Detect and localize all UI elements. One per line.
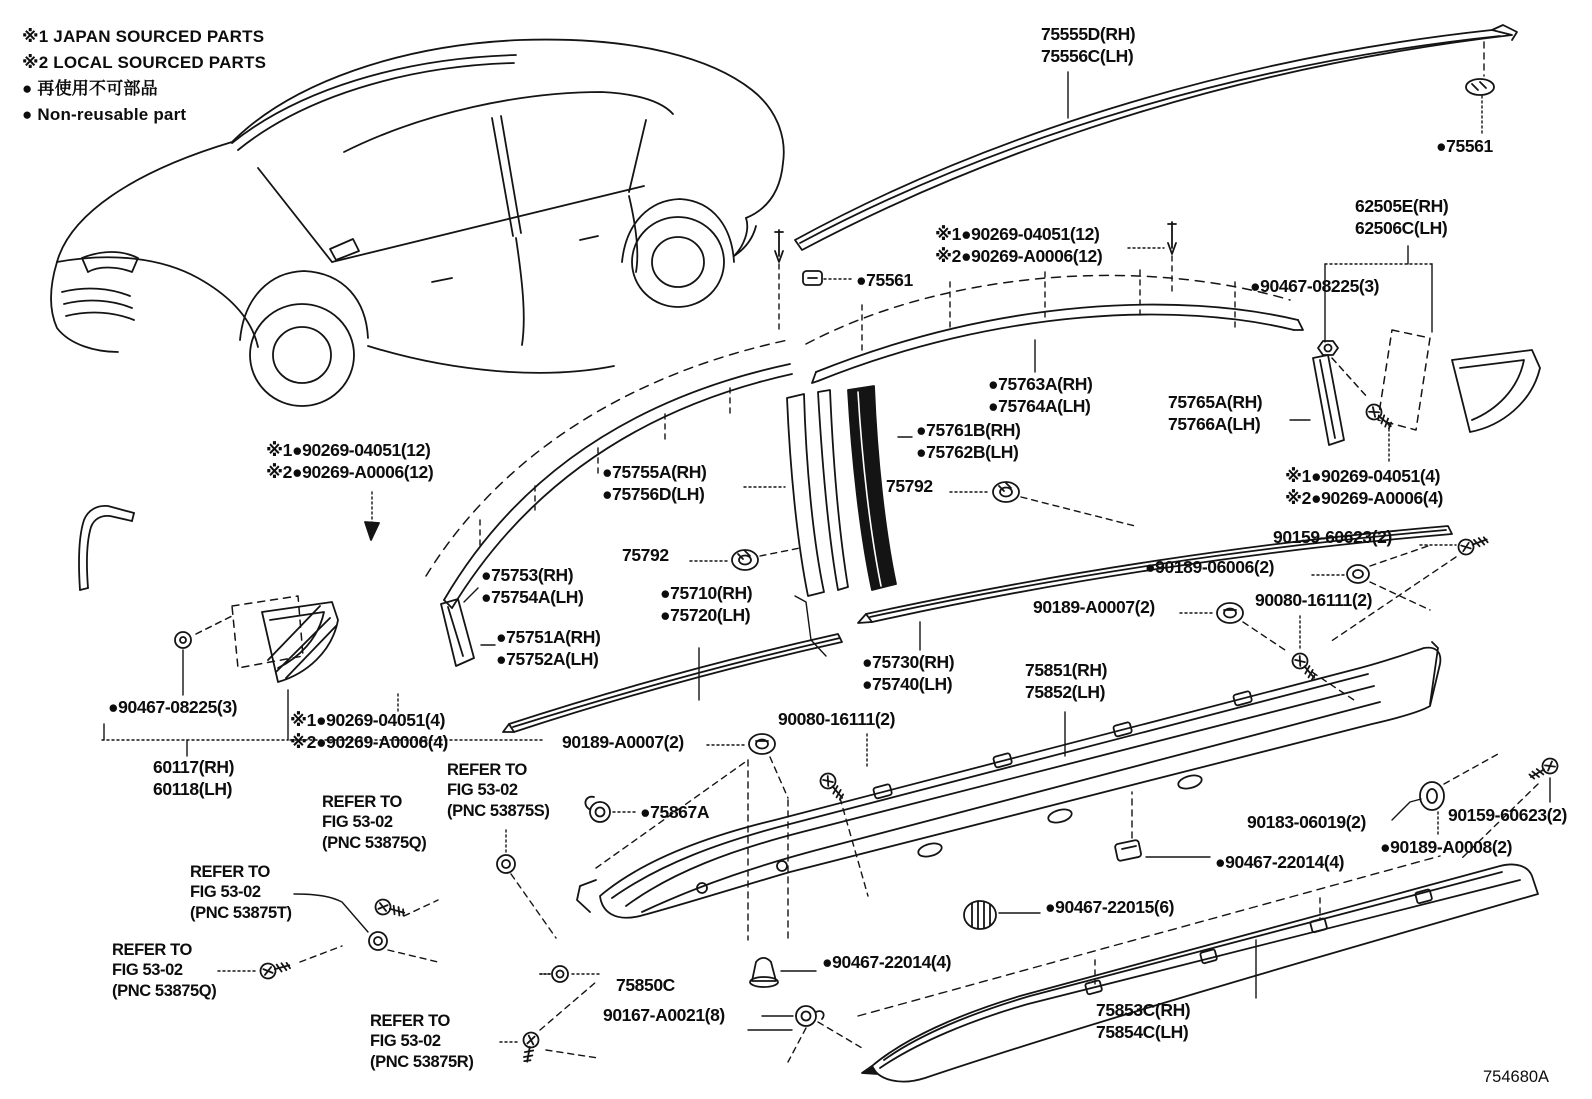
- label-62505e-quarter-garnish-line-0[interactable]: 62505E(RH): [1355, 196, 1449, 216]
- label-90467-08225-right[interactable]: [1250, 276, 1379, 298]
- label-75765a-moulding-line-0[interactable]: 75765A(RH): [1168, 392, 1263, 412]
- label-75755a-pillar-moulding-line-1[interactable]: ●75756D(LH): [602, 483, 705, 504]
- label-75751a-moulding[interactable]: [496, 627, 600, 670]
- label-75751a-moulding-line-1[interactable]: ●75752A(LH): [496, 648, 599, 669]
- label-90159-60623-top[interactable]: [1273, 527, 1392, 549]
- label-75853c-rocker-moulding[interactable]: [1096, 1000, 1190, 1043]
- label-62505e-quarter-garnish[interactable]: [1355, 196, 1448, 239]
- label-90269-right-4-line-1[interactable]: ※2●90269-A0006(4): [1285, 487, 1443, 508]
- label-refer-53875s-line-2[interactable]: (PNC 53875S): [447, 801, 550, 820]
- label-75561-center-line-0[interactable]: ●75561: [856, 270, 913, 290]
- label-75753-moulding-line-1[interactable]: ●75754A(LH): [481, 586, 584, 607]
- label-90189-a0008-line-0[interactable]: ●90189-A0008(2): [1380, 837, 1513, 857]
- label-90269-center-12-line-1[interactable]: ※2●90269-A0006(12): [935, 245, 1103, 266]
- label-75755a-pillar-moulding[interactable]: [602, 462, 706, 505]
- label-75561-top-right-line-0[interactable]: ●75561: [1436, 136, 1493, 156]
- label-90269-left-12[interactable]: [266, 440, 433, 483]
- label-refer-53875q-mid-line-0[interactable]: REFER TO: [322, 793, 402, 811]
- label-75755a-pillar-moulding-line-0[interactable]: ●75755A(RH): [602, 462, 707, 482]
- label-90467-22015[interactable]: [1045, 897, 1174, 919]
- label-refer-53875q-bottom-line-0[interactable]: REFER TO: [112, 941, 192, 959]
- label-refer-53875r-line-2[interactable]: (PNC 53875R): [370, 1052, 474, 1071]
- rocker-moulding-75853c-drawing: [858, 856, 1538, 1082]
- label-refer-53875q-mid-line-2[interactable]: (PNC 53875Q): [322, 833, 427, 852]
- label-75730-belt-moulding-line-0[interactable]: ●75730(RH): [862, 652, 955, 672]
- label-refer-53875q-mid-line-1[interactable]: FIG 53-02: [322, 813, 393, 832]
- label-90467-08225-right-line-0[interactable]: ●90467-08225(3): [1250, 276, 1380, 296]
- label-75765a-moulding-line-1[interactable]: 75766A(LH): [1168, 413, 1261, 434]
- label-75867a-clip[interactable]: [640, 802, 709, 824]
- label-90159-60623-bottom[interactable]: [1448, 805, 1567, 827]
- label-90269-left-4-line-0[interactable]: ※1●90269-04051(4): [290, 710, 446, 730]
- label-90159-60623-top-line-0[interactable]: 90159-60623(2): [1273, 527, 1392, 547]
- label-75763a-moulding-line-1[interactable]: ●75764A(LH): [988, 395, 1091, 416]
- label-90269-center-12[interactable]: [935, 224, 1102, 267]
- label-refer-53875s-line-0[interactable]: REFER TO: [447, 761, 527, 779]
- label-75555d-roof-drip-moulding-line-1[interactable]: 75556C(LH): [1041, 45, 1134, 66]
- label-refer-53875q-bottom-line-2[interactable]: (PNC 53875Q): [112, 981, 217, 1000]
- label-75792-right[interactable]: [886, 476, 933, 498]
- label-90189-a0007-left[interactable]: [562, 732, 684, 754]
- label-75561-center[interactable]: [856, 270, 913, 292]
- label-90269-center-12-line-0[interactable]: ※1●90269-04051(12): [935, 224, 1100, 244]
- door-pillar-tapes-drawing: [787, 386, 912, 656]
- label-refer-53875s[interactable]: [447, 760, 550, 821]
- label-75710-belt-moulding-line-0[interactable]: ●75710(RH): [660, 583, 753, 603]
- label-75730-belt-moulding[interactable]: [862, 652, 954, 695]
- label-refer-53875q-bottom[interactable]: [112, 940, 216, 1001]
- label-90189-06006-line-0[interactable]: ●90189-06006(2): [1145, 557, 1275, 577]
- label-90080-16111-right-line-0[interactable]: 90080-16111(2): [1255, 590, 1373, 610]
- label-90189-a0007-right[interactable]: [1033, 597, 1155, 619]
- label-90467-22014-center[interactable]: [822, 952, 951, 974]
- label-75792-left-line-0[interactable]: 75792: [622, 545, 669, 565]
- label-90467-08225-left[interactable]: [108, 697, 237, 719]
- label-75555d-roof-drip-moulding-line-0[interactable]: 75555D(RH): [1041, 24, 1136, 44]
- label-75851-rocker-moulding-line-1[interactable]: 75852(LH): [1025, 681, 1106, 702]
- label-90080-16111-center[interactable]: [778, 709, 895, 731]
- label-refer-53875t-line-1[interactable]: FIG 53-02: [190, 883, 261, 902]
- label-refer-53875r-line-0[interactable]: REFER TO: [370, 1012, 450, 1030]
- label-90269-left-12-line-1[interactable]: ※2●90269-A0006(12): [266, 461, 434, 482]
- label-90159-60623-bottom-line-0[interactable]: 90159-60623(2): [1448, 805, 1567, 825]
- label-75792-left[interactable]: [622, 545, 669, 567]
- label-refer-53875s-line-1[interactable]: FIG 53-02: [447, 781, 518, 800]
- label-75851-rocker-moulding[interactable]: [1025, 660, 1107, 703]
- label-75761b-tape[interactable]: [916, 420, 1020, 463]
- label-75850c-pad-line-0[interactable]: 75850C: [616, 975, 675, 995]
- label-75851-rocker-moulding-line-0[interactable]: 75851(RH): [1025, 660, 1107, 680]
- label-refer-53875t[interactable]: [190, 862, 292, 923]
- label-75763a-moulding[interactable]: [988, 374, 1092, 417]
- label-90467-22014-center-line-0[interactable]: ●90467-22014(4): [822, 952, 952, 972]
- label-75867a-clip-line-0[interactable]: ●75867A: [640, 802, 710, 822]
- label-60117-corner-moulding[interactable]: [153, 757, 234, 800]
- label-75850c-pad[interactable]: [616, 975, 675, 997]
- label-refer-53875r[interactable]: [370, 1011, 473, 1072]
- label-90269-left-4[interactable]: [290, 710, 448, 753]
- label-refer-53875q-bottom-line-1[interactable]: FIG 53-02: [112, 961, 183, 980]
- label-75710-belt-moulding-line-1[interactable]: ●75720(LH): [660, 604, 751, 625]
- label-90189-a0007-right-line-0[interactable]: 90189-A0007(2): [1033, 597, 1155, 617]
- label-refer-53875q-mid[interactable]: [322, 792, 426, 853]
- legend-japan-sourced: ※1 JAPAN SOURCED PARTS: [22, 27, 265, 46]
- label-75853c-rocker-moulding-line-1[interactable]: 75854C(LH): [1096, 1021, 1189, 1042]
- label-90189-06006[interactable]: [1145, 557, 1274, 579]
- label-90183-06019-line-0[interactable]: 90183-06019(2): [1247, 812, 1366, 832]
- label-refer-53875t-line-2[interactable]: (PNC 53875T): [190, 903, 292, 922]
- label-refer-53875r-line-1[interactable]: FIG 53-02: [370, 1032, 441, 1051]
- label-90269-left-12-line-0[interactable]: ※1●90269-04051(12): [266, 440, 431, 460]
- label-refer-53875t-line-0[interactable]: REFER TO: [190, 863, 270, 881]
- label-75761b-tape-line-1[interactable]: ●75762B(LH): [916, 441, 1019, 462]
- label-90467-22014-right[interactable]: [1215, 852, 1344, 874]
- label-60117-corner-moulding-line-0[interactable]: 60117(RH): [153, 757, 235, 777]
- diagram-code: 754680A: [1483, 1068, 1550, 1086]
- label-75765a-moulding[interactable]: [1168, 392, 1262, 435]
- rocker-moulding-75851-drawing: [577, 642, 1440, 940]
- label-75792-right-line-0[interactable]: 75792: [886, 476, 933, 496]
- label-75761b-tape-line-0[interactable]: ●75761B(RH): [916, 420, 1021, 440]
- label-75555d-roof-drip-moulding[interactable]: [1041, 24, 1135, 67]
- label-75730-belt-moulding-line-1[interactable]: ●75740(LH): [862, 673, 953, 694]
- label-90167-a0021[interactable]: [603, 1005, 725, 1027]
- label-90189-a0007-left-line-0[interactable]: 90189-A0007(2): [562, 732, 684, 752]
- legend-non-reusable-en: ● Non-reusable part: [22, 105, 187, 124]
- label-75753-moulding[interactable]: [481, 565, 583, 608]
- label-90269-left-4-line-1[interactable]: ※2●90269-A0006(4): [290, 731, 448, 752]
- label-75753-moulding-line-0[interactable]: ●75753(RH): [481, 565, 574, 585]
- label-90080-16111-center-line-0[interactable]: 90080-16111(2): [778, 709, 896, 729]
- label-90467-22015-line-0[interactable]: ●90467-22015(6): [1045, 897, 1175, 917]
- label-75751a-moulding-line-0[interactable]: ●75751A(RH): [496, 627, 601, 647]
- legend: [22, 24, 266, 128]
- label-62505e-quarter-garnish-line-1[interactable]: 62506C(LH): [1355, 217, 1448, 238]
- label-90269-right-4[interactable]: [1285, 466, 1443, 509]
- label-75561-top-right[interactable]: [1436, 136, 1493, 158]
- label-90467-22014-right-line-0[interactable]: ●90467-22014(4): [1215, 852, 1345, 872]
- label-75710-belt-moulding[interactable]: [660, 583, 752, 626]
- label-90167-a0021-line-0[interactable]: 90167-A0021(8): [603, 1005, 725, 1025]
- label-90183-06019[interactable]: [1247, 812, 1366, 834]
- label-90080-16111-right[interactable]: [1255, 590, 1372, 612]
- label-75853c-rocker-moulding-line-0[interactable]: 75853C(RH): [1096, 1000, 1191, 1020]
- label-90467-08225-left-line-0[interactable]: ●90467-08225(3): [108, 697, 238, 717]
- label-75763a-moulding-line-0[interactable]: ●75763A(RH): [988, 374, 1093, 394]
- label-90189-a0008[interactable]: [1380, 837, 1512, 859]
- label-60117-corner-moulding-line-1[interactable]: 60118(LH): [153, 778, 233, 799]
- legend-non-reusable-jp: ● 再使用不可部品: [22, 79, 158, 98]
- legend-local-sourced: ※2 LOCAL SOURCED PARTS: [22, 53, 267, 72]
- label-90269-right-4-line-0[interactable]: ※1●90269-04051(4): [1285, 466, 1441, 486]
